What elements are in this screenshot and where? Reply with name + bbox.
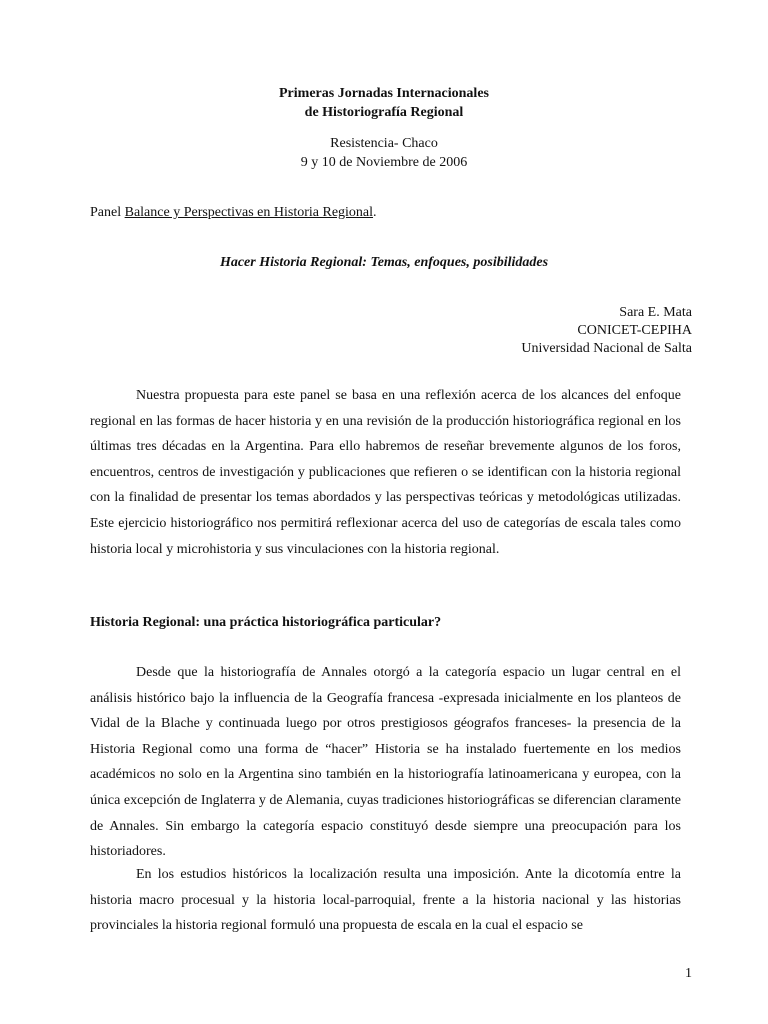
panel-prefix: Panel xyxy=(90,205,125,220)
author-name: Sara E. Mata xyxy=(619,305,692,320)
paragraph-1 xyxy=(90,383,681,562)
conference-place: Resistencia- Chaco xyxy=(330,136,438,151)
paper-title: Hacer Historia Regional: Temas, enfoques, posibilidades xyxy=(219,255,549,270)
conference-title-line2: de Historiografía Regional xyxy=(304,105,464,120)
paragraph-2-text: Desde que la historiografía de Annales otorgó a la categoría espacio un lugar central en el análisis histórico bajo la influencia de la Geografía francesa -expresada inicialmente en los planteos de Vidal de la Blache y continuada luego por otros prestigiosos géografos franceses- la presencia de la Historia Regional como una forma de “hacer” Historia se ha instalado fuertemente en los medios académicos no solo en la Argentina sino también en la historiografía latinoamericana y europea, con la única excepción de Inglaterra y de Alemania, cuyas tradiciones historiográficas se diferencian claramente de Annales. Sin embargo la categoría espacio constituyó desde siempre una preocupación para los historiadores. xyxy=(90,665,681,860)
paragraph-2 xyxy=(90,660,681,865)
page-number: 1 xyxy=(685,966,692,981)
author-institution-2: Universidad Nacional de Salta xyxy=(521,341,692,356)
panel-line xyxy=(90,203,377,223)
author-institution-1: CONICET-CEPIHA xyxy=(577,323,692,338)
panel-suffix: . xyxy=(373,205,377,220)
paragraph-1-text: Nuestra propuesta para este panel se basa en una reflexión acerca de los alcances del enfoque regional en las formas de hacer historia y en una revisión de la producción historiográfica regional en los últimas tres décadas en la Argentina. Para ello habremos de reseñar brevemente algunos de los foros, encuentros, centros de investigación y publicaciones que refieren o se identifican con la historia regional con la finalidad de presentar los temas abordados y las perspectivas teóricas y metodológicas utilizadas. Este ejercicio historiográfico nos permitirá reflexionar acerca del uso de categorías de escala tales como historia local y microhistoria y sus vinculaciones con la historia regional. xyxy=(90,388,681,557)
section-heading: Historia Regional: una práctica historiográfica particular? xyxy=(90,615,442,630)
paragraph-3-text: En los estudios históricos la localización resulta una imposición. Ante la dicotomía entre la historia macro procesual y la historia local-parroquial, frente a la historia nacional y las historias provinciales la historia regional formuló una propuesta de escala en la cual el espacio se xyxy=(90,867,681,934)
conference-date: 9 y 10 de Noviembre de 2006 xyxy=(300,155,468,170)
conference-title-line1: Primeras Jornadas Internacionales xyxy=(279,86,489,101)
paragraph-3 xyxy=(90,862,681,939)
panel-name: Balance y Perspectivas en Historia Regional xyxy=(124,205,374,220)
